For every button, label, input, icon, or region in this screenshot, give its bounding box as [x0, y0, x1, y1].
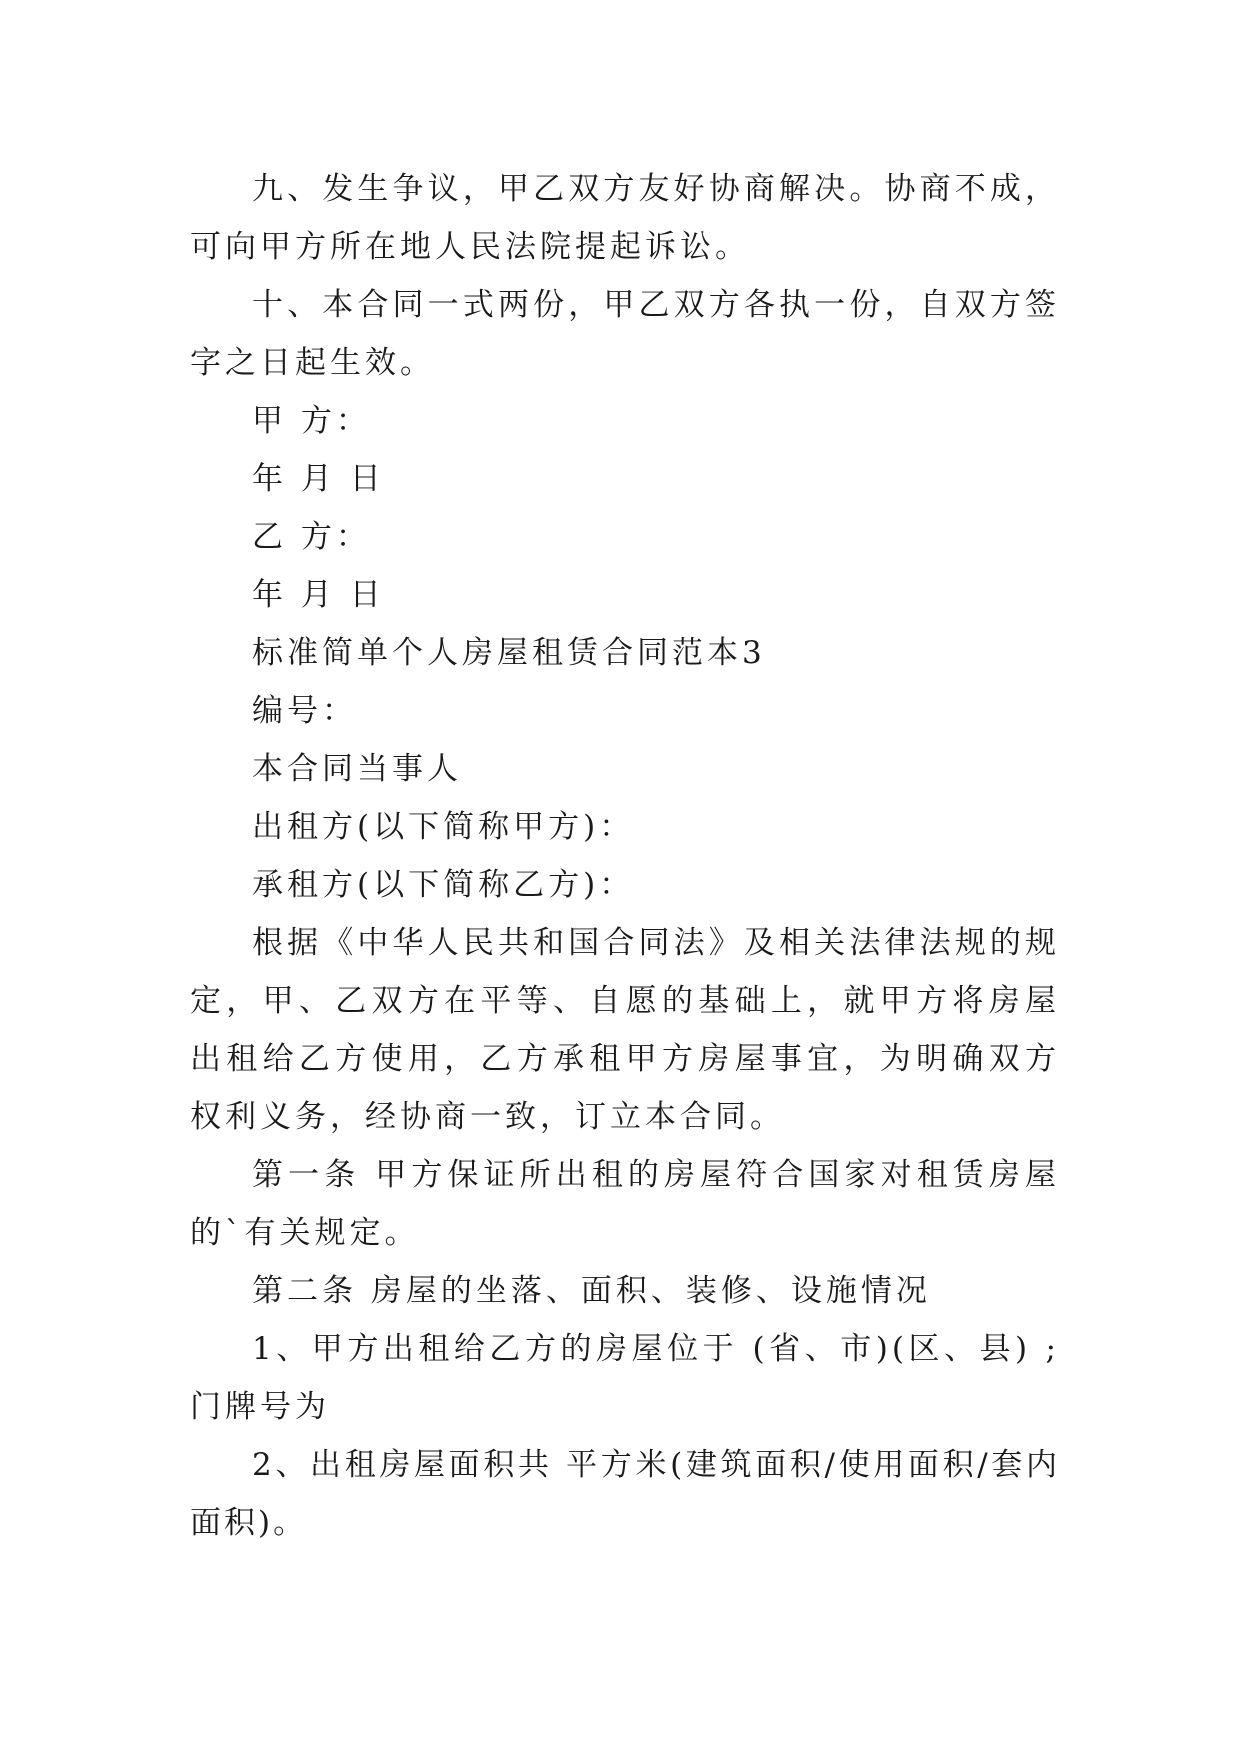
clause-nine-dispute-resolution: 九、发生争议，甲乙双方友好协商解决。协商不成，可向甲方所在地人民法院提起诉讼。	[190, 171, 1060, 265]
lessee-label: 承租方(以下简称乙方)：	[252, 867, 635, 903]
lessor-label: 出租方(以下简称甲方)：	[252, 809, 635, 845]
clause-ten-copies-effective: 十、本合同一式两份，甲乙双方各执一份，自双方签字之日起生效。	[190, 287, 1060, 381]
parties-heading: 本合同当事人	[252, 751, 462, 787]
party-a-signature-label: 甲 方：	[252, 403, 371, 439]
article-two-item-two: 2、出租房屋面积共 平方米(建筑面积/使用面积/套内面积)。	[190, 1447, 1060, 1541]
article-one: 第一条 甲方保证所出租的房屋符合国家对租赁房屋的`有关规定。	[190, 1157, 1060, 1251]
preamble-paragraph: 根据《中华人民共和国合同法》及相关法律法规的规定，甲、乙双方在平等、自愿的基础上，就甲方将房屋出租给乙方使用，乙方承租甲方房屋事宜，为明确双方权利义务，经协商一致，订立本合同。	[190, 925, 1060, 1135]
article-two-item-one: 1、甲方出租给乙方的房屋位于 (省、市)(区、县) ;门牌号为	[190, 1331, 1060, 1425]
contract-number-label: 编号：	[252, 693, 357, 729]
party-a-date-line: 年 月 日	[252, 461, 385, 497]
document-body	[190, 160, 1060, 1552]
article-two-heading: 第二条 房屋的坐落、面积、装修、设施情况	[252, 1273, 931, 1309]
contract-title: 标准简单个人房屋租赁合同范本3	[252, 635, 766, 671]
party-b-signature-label: 乙 方：	[252, 519, 371, 555]
party-b-date-line: 年 月 日	[252, 577, 385, 613]
